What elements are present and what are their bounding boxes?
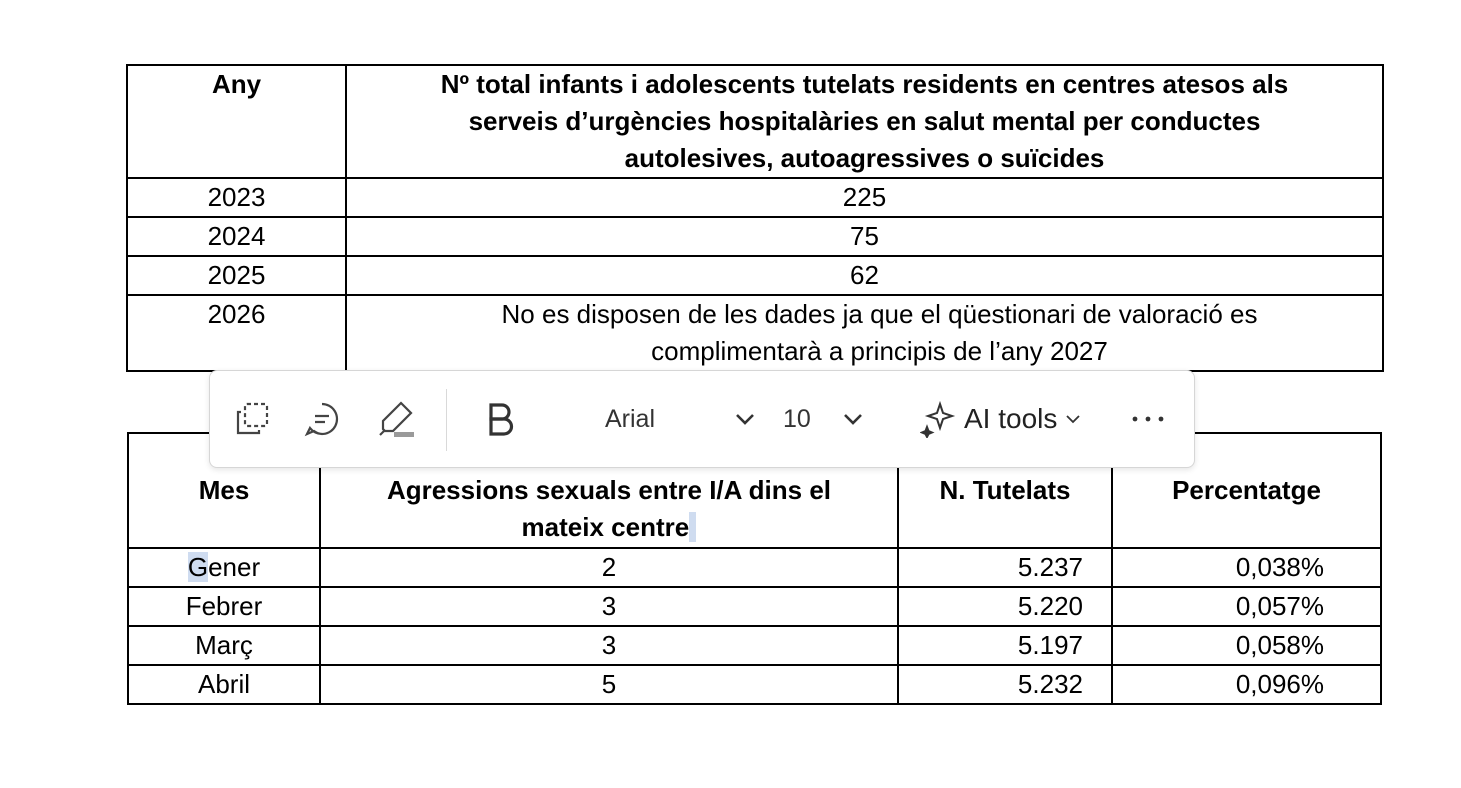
font-dropdown-button[interactable] <box>730 371 760 467</box>
cell-tutelats: 5.237 <box>898 548 1112 587</box>
table-header-row <box>127 65 1383 178</box>
highlight-button[interactable] <box>373 371 419 467</box>
cell-aggressions: 5 <box>320 665 898 704</box>
cell-month: Març <box>128 626 320 665</box>
table-row <box>128 587 1381 626</box>
cell-tutelats: 5.232 <box>898 665 1112 704</box>
table-row <box>127 217 1383 256</box>
cell-percent: 0,038% <box>1112 548 1381 587</box>
cell-value: No es disposen de les dades ja que el qüestionari de valoració es complimentarà a principis de l’any 2027 <box>346 295 1383 371</box>
bold-button[interactable] <box>480 371 520 467</box>
cell-value: 62 <box>346 256 1383 295</box>
cell-year: 2023 <box>127 178 346 217</box>
font-name-value[interactable]: Arial <box>605 405 656 433</box>
table-row <box>128 665 1381 704</box>
bold-icon <box>485 402 515 436</box>
header-year: Any <box>127 65 346 178</box>
cell-year: 2024 <box>127 217 346 256</box>
cell-percent: 0,057% <box>1112 587 1381 626</box>
table-row <box>127 178 1383 217</box>
select-area-button[interactable] <box>230 371 274 467</box>
text-cursor-selection <box>689 512 696 542</box>
header-month: Mes <box>128 433 320 548</box>
cell-aggressions: 3 <box>320 626 898 665</box>
cell-year: 2026 <box>127 295 346 371</box>
header-aggressions: Agressions sexuals entre I/A dins el mateix centre <box>320 433 898 548</box>
table-row <box>127 256 1383 295</box>
cell-tutelats: 5.197 <box>898 626 1112 665</box>
toolbar-divider <box>446 389 447 451</box>
more-options-button[interactable] <box>1126 371 1170 467</box>
cell-month: Febrer <box>128 587 320 626</box>
cell-aggressions: 2 <box>320 548 898 587</box>
header-total: Nº total infants i adolescents tutelats residents en centres atesos als serveis d’urgències hospitalàries en salut mental per conductes autolesives, autoagressives o suïcides <box>346 65 1383 178</box>
chevron-down-icon <box>842 412 864 426</box>
sparkle-icon <box>920 400 958 438</box>
comment-icon <box>304 401 340 437</box>
cell-value: 225 <box>346 178 1383 217</box>
cell-tutelats: 5.220 <box>898 587 1112 626</box>
chevron-down-icon <box>734 412 756 426</box>
cell-percent: 0,058% <box>1112 626 1381 665</box>
table-row <box>128 548 1381 587</box>
selected-text: G <box>187 552 209 582</box>
header-tutelats: N. Tutelats <box>898 433 1112 548</box>
select-area-icon <box>234 401 270 437</box>
sexual-aggressions-table <box>127 432 1382 705</box>
comment-button[interactable] <box>300 371 344 467</box>
table-row <box>128 626 1381 665</box>
size-dropdown-button[interactable] <box>838 371 868 467</box>
header-percent: Percentatge <box>1112 433 1381 548</box>
table-row <box>127 295 1383 371</box>
more-horizontal-icon <box>1131 415 1165 423</box>
font-size-value[interactable]: 10 <box>783 405 811 433</box>
ai-tools-label: AI tools <box>964 403 1058 434</box>
cell-month: Abril <box>128 665 320 704</box>
ai-tools-button[interactable] <box>920 371 1100 467</box>
cell-aggressions: 3 <box>320 587 898 626</box>
chevron-down-icon <box>1065 414 1081 424</box>
cell-percent: 0,096% <box>1112 665 1381 704</box>
cell-year: 2025 <box>127 256 346 295</box>
highlighter-icon <box>376 400 416 438</box>
emergency-visits-table <box>126 64 1384 372</box>
cell-month[interactable]: Gener <box>128 548 320 587</box>
floating-format-toolbar <box>209 370 1195 468</box>
cell-value: 75 <box>346 217 1383 256</box>
